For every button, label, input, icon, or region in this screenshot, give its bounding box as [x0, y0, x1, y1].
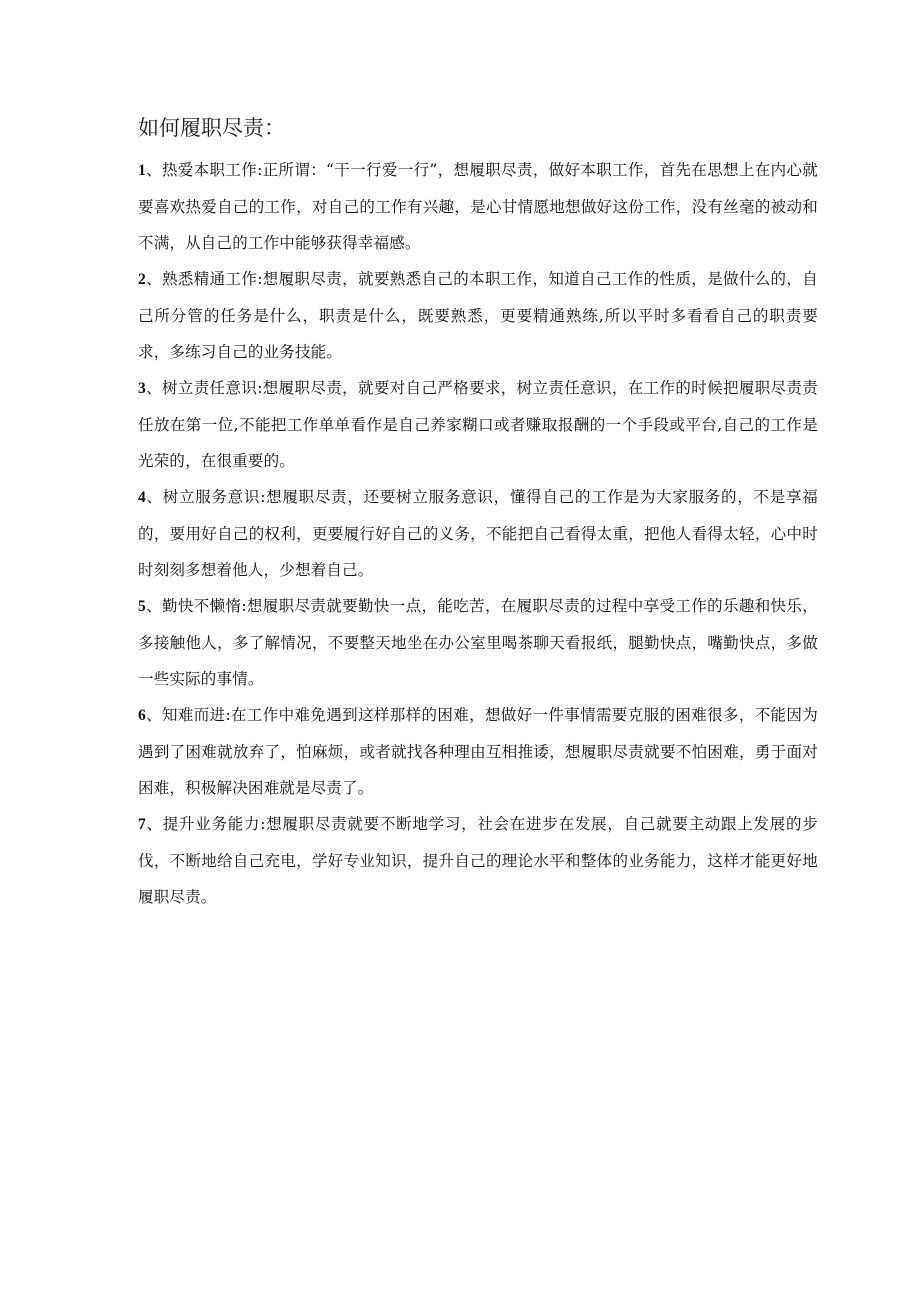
item-number: 7	[138, 816, 146, 833]
list-item	[138, 261, 818, 370]
item-text: 、树立服务意识:想履职尽责，还要树立服务意识，懂得自己的工作是为大家服务的，不是享福的，要用好自己的权利，更要履行好自己的义务，不能把自己看得太重，把他人看得太轻，心中时时刻刻多想着他人，少想着自己。	[138, 488, 818, 579]
item-text: 、树立责任意识:想履职尽责，就要对自己严格要求，树立责任意识，在工作的时候把履职尽责责任放在第一位,不能把工作单单看作是自己养家糊口或者赚取报酬的一个手段或平台,自己的工作是光荣的，在很重要的。	[138, 379, 818, 470]
item-number: 5	[138, 598, 146, 615]
item-text: 、提升业务能力:想履职尽责就要不断地学习，社会在进步在发展，自己就要主动跟上发展的步伐，不断地给自己充电，学好专业知识，提升自己的理论水平和整体的业务能力，这样才能更好地履职尽责。	[138, 815, 818, 906]
list-item	[138, 806, 818, 915]
item-text: 、勤快不懒惰:想履职尽责就要勤快一点，能吃苦，在履职尽责的过程中享受工作的乐趣和快乐，多接触他人，多了解情况，不要整天地坐在办公室里喝茶聊天看报纸，腿勤快点，嘴勤快点，多做一些实际的事情。	[138, 597, 818, 688]
item-number: 3	[138, 380, 146, 397]
list-item	[138, 152, 818, 261]
list-item	[138, 370, 818, 479]
list-item	[138, 697, 818, 806]
item-number: 4	[138, 489, 146, 506]
item-number: 2	[138, 271, 146, 288]
document-body	[138, 112, 818, 915]
list-item	[138, 479, 818, 588]
item-text: 、热爱本职工作:正所谓：“干一行爱一行”，想履职尽责，做好本职工作，首先在思想上在内心就要喜欢热爱自己的工作，对自己的工作有兴趣，是心甘情愿地想做好这份工作，没有丝毫的被动和不满，从自己的工作中能够获得幸福感。	[138, 161, 818, 252]
item-text: 、熟悉精通工作:想履职尽责，就要熟悉自己的本职工作，知道自己工作的性质，是做什么的，自己所分管的任务是什么，职责是什么，既要熟悉，更要精通熟练,所以平时多看看自己的职责要求，多练习自己的业务技能。	[138, 270, 818, 361]
item-text: 、知难而进:在工作中难免遇到这样那样的困难，想做好一件事情需要克服的困难很多，不能因为遇到了困难就放弃了，怕麻烦，或者就找各种理由互相推诿，想履职尽责就要不怕困难，勇于面对困难，积极解决困难就是尽责了。	[138, 706, 818, 797]
document-title: 如何履职尽责：	[138, 116, 285, 140]
list-item	[138, 588, 818, 697]
item-number: 1	[138, 162, 146, 179]
item-number: 6	[138, 707, 146, 724]
